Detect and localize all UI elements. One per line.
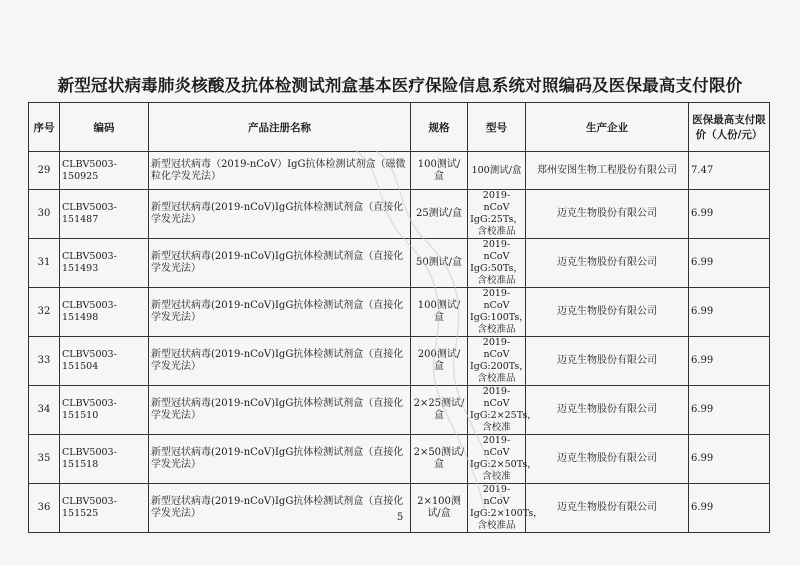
table-row (29, 190, 770, 239)
cell-code: CLBV5003-150925 (60, 152, 149, 190)
cell-code: CLBV5003-151525 (60, 484, 149, 533)
cell-spec: 100测试/盒 (411, 152, 468, 190)
cell-price: 6.99 (689, 435, 770, 484)
cell-seq: 31 (29, 239, 60, 288)
header-spec: 规格 (411, 103, 468, 152)
cell-seq: 35 (29, 435, 60, 484)
cell-maker: 迈克生物股份有限公司 (526, 386, 689, 435)
cell-name: 新型冠状病毒(2019-nCoV)IgG抗体检测试剂盒（直接化学发光法） (149, 190, 411, 239)
header-seq: 序号 (29, 103, 60, 152)
cell-price: 6.99 (689, 190, 770, 239)
header-price: 医保最高支付限价（人份/元） (689, 103, 770, 152)
cell-spec: 2×100测试/盒 (411, 484, 468, 533)
table-row (29, 239, 770, 288)
header-maker: 生产企业 (526, 103, 689, 152)
cell-name: 新型冠状病毒(2019-nCoV)IgG抗体检测试剂盒（直接化学发光法） (149, 386, 411, 435)
cell-maker: 郑州安图生物工程股份有限公司 (526, 152, 689, 190)
cell-spec: 2×50测试/盒 (411, 435, 468, 484)
cell-price: 7.47 (689, 152, 770, 190)
cell-name: 新型冠状病毒(2019-nCoV)IgG抗体检测试剂盒（直接化学发光法） (149, 484, 411, 533)
cell-maker: 迈克生物股份有限公司 (526, 239, 689, 288)
cell-model: 2019-nCoV IgG:100Ts，含校准品 (468, 288, 526, 337)
price-table (28, 102, 770, 533)
cell-maker: 迈克生物股份有限公司 (526, 288, 689, 337)
cell-price: 6.99 (689, 337, 770, 386)
cell-seq: 30 (29, 190, 60, 239)
cell-price: 6.99 (689, 288, 770, 337)
table-row (29, 337, 770, 386)
cell-name: 新型冠状病毒(2019-nCoV)IgG抗体检测试剂盒（直接化学发光法） (149, 337, 411, 386)
cell-price: 6.99 (689, 239, 770, 288)
cell-price: 6.99 (689, 386, 770, 435)
cell-model: 2019-nCoV IgG:2×100Ts，含校准品 (468, 484, 526, 533)
cell-model: 100测试/盒 (468, 152, 526, 190)
header-name: 产品注册名称 (149, 103, 411, 152)
cell-code: CLBV5003-151498 (60, 288, 149, 337)
header-model: 型号 (468, 103, 526, 152)
cell-name: 新型冠状病毒(2019-nCoV)IgG抗体检测试剂盒（直接化学发光法） (149, 239, 411, 288)
cell-seq: 34 (29, 386, 60, 435)
cell-maker: 迈克生物股份有限公司 (526, 337, 689, 386)
cell-seq: 32 (29, 288, 60, 337)
cell-maker: 迈克生物股份有限公司 (526, 484, 689, 533)
cell-name: 新型冠状病毒(2019-nCoV)IgG抗体检测试剂盒（直接化学发光法） (149, 288, 411, 337)
cell-seq: 29 (29, 152, 60, 190)
table-row (29, 484, 770, 533)
cell-model: 2019-nCoV IgG:50Ts，含校准品 (468, 239, 526, 288)
header-code: 编码 (60, 103, 149, 152)
page-number: 5 (396, 512, 404, 523)
cell-maker: 迈克生物股份有限公司 (526, 190, 689, 239)
cell-price: 6.99 (689, 484, 770, 533)
cell-spec: 200测试/盒 (411, 337, 468, 386)
cell-model: 2019-nCoV IgG:2×50Ts，含校准 (468, 435, 526, 484)
cell-code: CLBV5003-151504 (60, 337, 149, 386)
cell-code: CLBV5003-151493 (60, 239, 149, 288)
cell-model: 2019-nCoV IgG:25Ts，含校准品 (468, 190, 526, 239)
cell-code: CLBV5003-151518 (60, 435, 149, 484)
cell-seq: 33 (29, 337, 60, 386)
table-row (29, 152, 770, 190)
cell-code: CLBV5003-151487 (60, 190, 149, 239)
table-row (29, 435, 770, 484)
cell-spec: 50测试/盒 (411, 239, 468, 288)
cell-seq: 36 (29, 484, 60, 533)
cell-model: 2019-nCoV IgG:200Ts，含校准品 (468, 337, 526, 386)
cell-spec: 100测试/盒 (411, 288, 468, 337)
cell-name: 新型冠状病毒（2019-nCoV）IgG抗体检测试剂盒（磁微粒化学发光法） (149, 152, 411, 190)
cell-model: 2019-nCoV IgG:2×25Ts，含校准 (468, 386, 526, 435)
cell-name: 新型冠状病毒(2019-nCoV)IgG抗体检测试剂盒（直接化学发光法） (149, 435, 411, 484)
cell-code: CLBV5003-151510 (60, 386, 149, 435)
cell-maker: 迈克生物股份有限公司 (526, 435, 689, 484)
table-row (29, 386, 770, 435)
cell-spec: 25测试/盒 (411, 190, 468, 239)
table-row (29, 288, 770, 337)
cell-spec: 2×25测试/盒 (411, 386, 468, 435)
document-title: 新型冠状病毒肺炎核酸及抗体检测试剂盒基本医疗保险信息系统对照编码及医保最高支付限价 (57, 76, 743, 95)
table-header-row (29, 103, 770, 152)
